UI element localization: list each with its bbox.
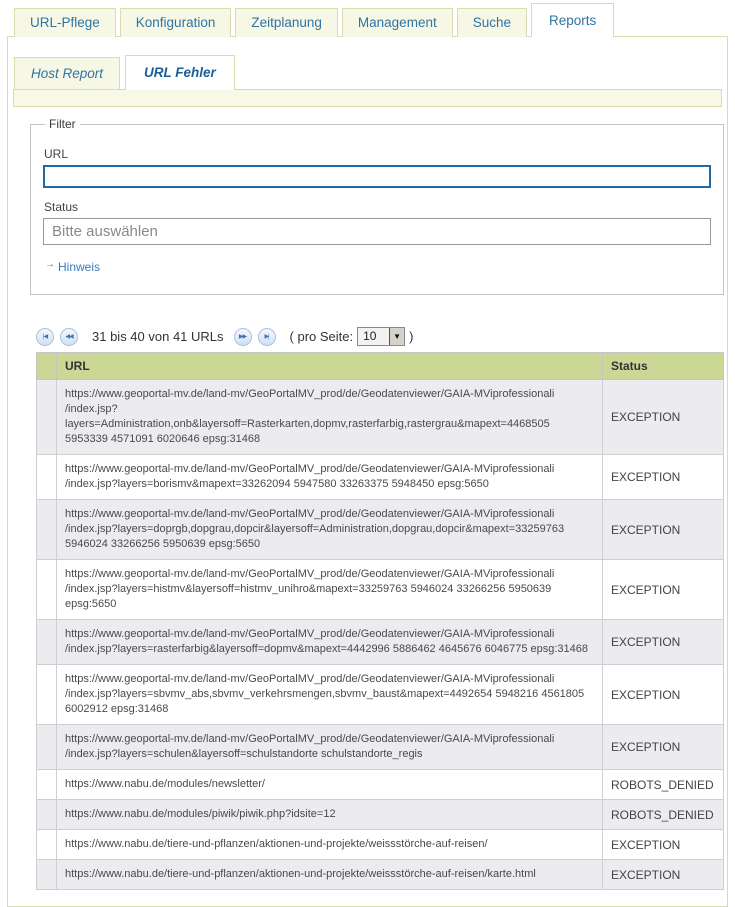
url-cell: https:​/​/www.geoportal-mv.de​/land-mv​/GeoPortalMV_prod​/de​/Geodatenviewer​/GAIA-MViprofessionali​/index.jsp?layers=schulen&layersoff=schulstandorte schulstandorte_regis: [57, 725, 603, 770]
row-marker-cell: [37, 800, 57, 830]
row-marker-cell: [37, 380, 57, 455]
per-page-label: ( pro Seite:: [289, 329, 354, 344]
per-page-select[interactable]: [357, 327, 405, 346]
url-cell: https:​/​/www.geoportal-mv.de​/land-mv​/GeoPortalMV_prod​/de​/Geodatenviewer​/GAIA-MViprofessionali​/index.jsp?layers=histmv&layersoff=histmv_unihro&mapext=33259763 5946024 33266256 5950639 epsg:5650: [57, 560, 603, 620]
url-cell: https:​/​/www.nabu.de​/modules​/newsletter​/: [57, 770, 603, 800]
status-cell: EXCEPTION: [603, 620, 724, 665]
url-cell: https:​/​/www.geoportal-mv.de​/land-mv​/GeoPortalMV_prod​/de​/Geodatenviewer​/GAIA-MViprofessionali​/index.jsp?layers=Administration,onb&layersoff=Rasterkarten,dopmv,rasterfarbig,rastergrau&mapext=4468505 5953339 4571091 6020646 epsg:31468: [57, 380, 603, 455]
table-row: [37, 380, 724, 455]
tab-zeitplanung[interactable]: Zeitplanung: [235, 8, 338, 37]
last-page-icon: ▶|: [264, 334, 269, 340]
table-row: [37, 455, 724, 500]
filter-fieldset: [30, 117, 724, 295]
table-row: [37, 620, 724, 665]
subtab-host-report[interactable]: Host Report: [14, 57, 120, 90]
table-row: [37, 560, 724, 620]
subtab-url-fehler[interactable]: URL Fehler: [125, 55, 235, 90]
url-column-header: URL: [57, 353, 603, 380]
table-row: [37, 860, 724, 890]
marker-column-header: [37, 353, 57, 380]
hinweis-link[interactable]: Hinweis: [58, 260, 101, 274]
url-cell: https:​/​/www.nabu.de​/tiere-und-pflanzen​/aktionen-und-projekte​/weissstörche-auf-reisen​/karte.html: [57, 860, 603, 890]
tab-suche[interactable]: Suche: [457, 8, 527, 37]
table-row: [37, 770, 724, 800]
subtab-panel-strip: [13, 89, 722, 107]
status-cell: ROBOTS_DENIED: [603, 800, 724, 830]
row-marker-cell: [37, 860, 57, 890]
tab-url-pflege[interactable]: URL-Pflege: [14, 8, 116, 37]
url-cell: https:​/​/www.geoportal-mv.de​/land-mv​/GeoPortalMV_prod​/de​/Geodatenviewer​/GAIA-MViprofessionali​/index.jsp?layers=doprgb,dopgrau,dopcir&layersoff=Administration,dopgrau,dopcir&mapext=33259763 5946024 33266256 5950639 epsg:5650: [57, 500, 603, 560]
status-cell: EXCEPTION: [603, 500, 724, 560]
prev-page-icon: ◀◀: [65, 334, 73, 340]
status-filter-label: Status: [44, 200, 79, 214]
url-cell: https:​/​/www.geoportal-mv.de​/land-mv​/GeoPortalMV_prod​/de​/Geodatenviewer​/GAIA-MViprofessionali​/index.jsp?layers=borismv&mapext=33262094 5947580 33263375 5948450 epsg:5650: [57, 455, 603, 500]
row-marker-cell: [37, 665, 57, 725]
table-row: [37, 725, 724, 770]
table-row: [37, 800, 724, 830]
last-page-button[interactable]: [258, 328, 276, 346]
tab-reports[interactable]: Reports: [531, 3, 614, 37]
status-cell: EXCEPTION: [603, 665, 724, 725]
url-cell: https:​/​/www.geoportal-mv.de​/land-mv​/GeoPortalMV_prod​/de​/Geodatenviewer​/GAIA-MViprofessionali​/index.jsp?layers=sbvmv_abs,sbvmv_verkehrsmengen,sbvmv_baust&mapext=4492654 5948216 4561805 6002912 epsg:31468: [57, 665, 603, 725]
per-page-suffix: ): [409, 329, 414, 344]
row-marker-cell: [37, 560, 57, 620]
status-cell: EXCEPTION: [603, 830, 724, 860]
tab-management[interactable]: Management: [342, 8, 453, 37]
row-marker-cell: [37, 500, 57, 560]
first-page-icon: |◀: [42, 334, 48, 340]
row-marker-cell: [37, 455, 57, 500]
pagination-bar: [36, 327, 727, 346]
prev-page-button[interactable]: [60, 328, 78, 346]
url-filter-label: URL: [44, 147, 69, 161]
status-cell: EXCEPTION: [603, 560, 724, 620]
row-marker-cell: [37, 770, 57, 800]
url-error-table: [36, 352, 724, 890]
arrow-right-icon: →: [45, 259, 55, 270]
status-column-header: Status: [603, 353, 724, 380]
next-page-icon: ▶▶: [238, 334, 247, 340]
row-marker-cell: [37, 620, 57, 665]
main-tab-bar: [0, 3, 735, 37]
status-cell: EXCEPTION: [603, 380, 724, 455]
url-filter-input[interactable]: [43, 165, 711, 188]
first-page-button[interactable]: [36, 328, 54, 346]
table-header-row: [37, 353, 724, 380]
status-cell: EXCEPTION: [603, 455, 724, 500]
pagination-info: 31 bis 40 von 41 URLs: [92, 329, 224, 344]
row-marker-cell: [37, 830, 57, 860]
next-page-button[interactable]: [234, 328, 252, 346]
url-cell: https:​/​/www.nabu.de​/tiere-und-pflanzen​/aktionen-und-projekte​/weissstörche-auf-reisen​/: [57, 830, 603, 860]
url-cell: https:​/​/www.nabu.de​/modules​/piwik​/piwik.php?idsite=12: [57, 800, 603, 830]
table-row: [37, 830, 724, 860]
per-page-value: 10: [363, 329, 377, 343]
dropdown-arrow-icon: ▼: [389, 328, 404, 345]
status-cell: ROBOTS_DENIED: [603, 770, 724, 800]
reports-panel: [7, 36, 728, 907]
sub-tab-bar: [8, 55, 727, 90]
filter-legend: Filter: [49, 117, 76, 131]
table-row: [37, 500, 724, 560]
row-marker-cell: [37, 725, 57, 770]
url-cell: https:​/​/www.geoportal-mv.de​/land-mv​/GeoPortalMV_prod​/de​/Geodatenviewer​/GAIA-MViprofessionali​/index.jsp?layers=rasterfarbig&layersoff=dopmv&mapext=4442996 5886462 4645676 6046775 epsg:31468: [57, 620, 603, 665]
status-cell: EXCEPTION: [603, 860, 724, 890]
status-cell: EXCEPTION: [603, 725, 724, 770]
table-row: [37, 665, 724, 725]
tab-konfiguration[interactable]: Konfiguration: [120, 8, 232, 37]
status-select[interactable]: Bitte auswählen: [43, 218, 711, 245]
